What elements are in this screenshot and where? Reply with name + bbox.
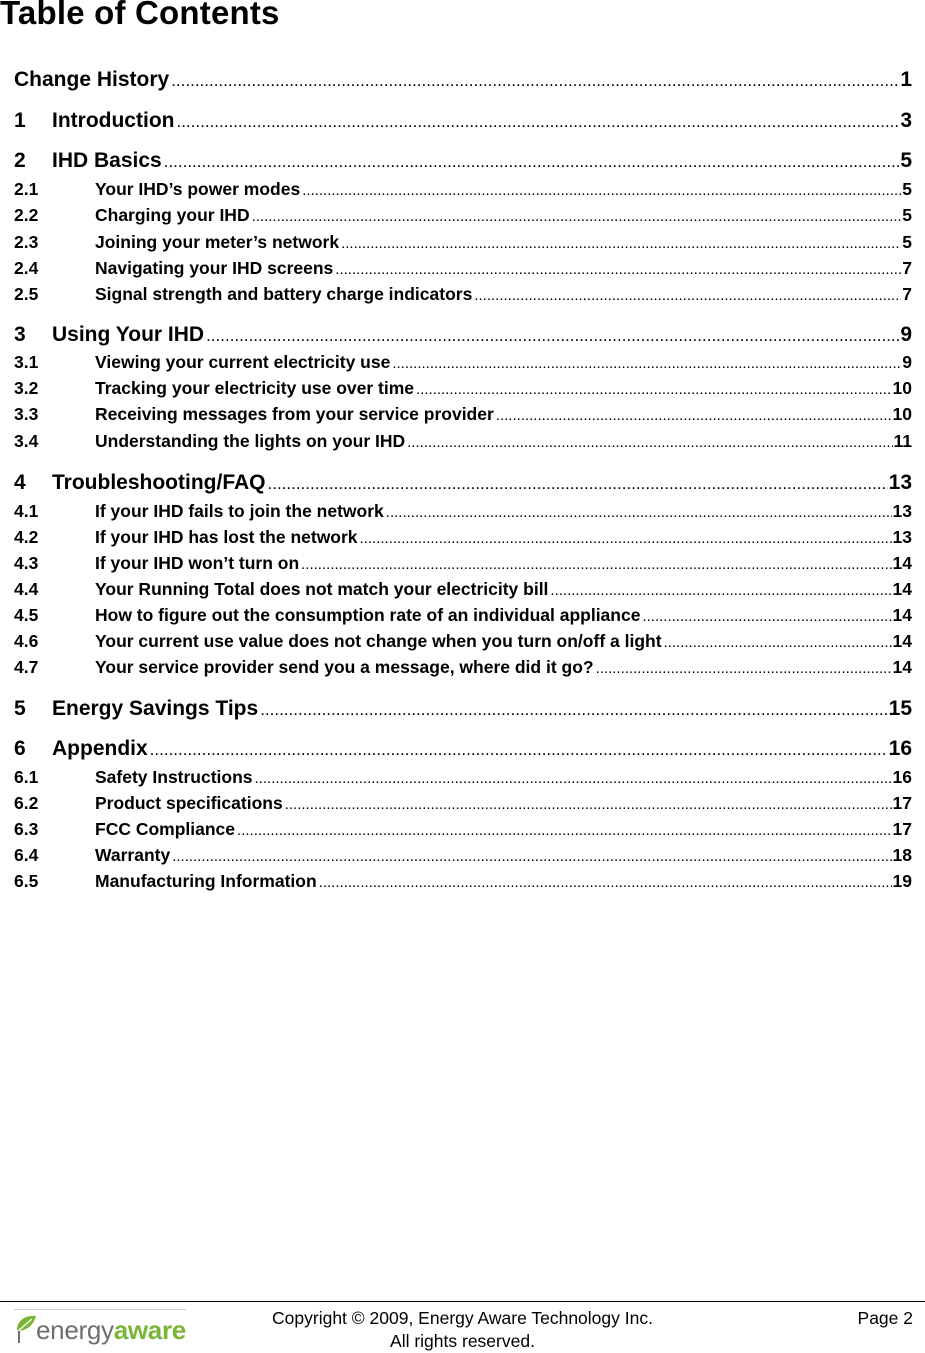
toc-entry-page: 13: [892, 527, 912, 547]
toc-entry-number: 4.1: [14, 501, 39, 521]
toc-entry-page: 16: [888, 737, 912, 760]
toc-entry-number: 2.4: [14, 258, 39, 278]
toc-entry-number: 4.4: [14, 579, 39, 599]
toc-entry-label: Navigating your IHD screens: [95, 258, 334, 278]
dot-leader: [171, 71, 899, 91]
toc-entry-label: Manufacturing Information: [95, 871, 317, 891]
toc-entry-page: 17: [892, 819, 912, 839]
toc-entry-page: 16: [892, 767, 912, 787]
toc-entry-6-1[interactable]: [14, 767, 912, 791]
toc-entry-page: 10: [892, 404, 912, 424]
toc-entry-number: 1: [14, 109, 26, 132]
toc-entry-number: 4.2: [14, 527, 39, 547]
toc-entry-number: 4.3: [14, 553, 39, 573]
toc-entry-label: Receiving messages from your service provider: [95, 404, 494, 424]
toc-entry-label: Viewing your current electricity use: [95, 352, 391, 372]
toc-entry-label: Troubleshooting/FAQ: [52, 471, 266, 494]
toc-entry-4-5[interactable]: [14, 605, 912, 629]
dot-leader: [237, 822, 892, 839]
toc-entry-number: 2.1: [14, 179, 39, 199]
toc-entry-6-3[interactable]: [14, 819, 912, 843]
page-title: Table of Contents: [0, 0, 280, 31]
toc-entry-label: How to figure out the consumption rate of an individual appliance: [95, 605, 641, 625]
dot-leader: [302, 182, 901, 199]
dot-leader: [496, 407, 892, 424]
toc-entry-troubleshooting[interactable]: [14, 471, 912, 499]
toc-entry-page: 9: [902, 352, 912, 372]
dot-leader: [150, 740, 888, 760]
toc-entry-label: Your Running Total does not match your electricity bill: [95, 579, 549, 599]
toc-entry-number: 4: [14, 471, 26, 494]
dot-leader: [407, 434, 892, 451]
logo-text-aware: aware: [113, 1315, 186, 1345]
toc-entry-page: 10: [892, 378, 912, 398]
toc-entry-6-4[interactable]: [14, 845, 912, 869]
toc-entry-label: If your IHD has lost the network: [95, 527, 358, 547]
toc-entry-2-3[interactable]: [14, 232, 912, 256]
toc-entry-4-4[interactable]: [14, 579, 912, 603]
toc-entry-number: 3.1: [14, 352, 39, 372]
toc-entry-3-1[interactable]: [14, 352, 912, 376]
toc-entry-number: 2.2: [14, 205, 39, 225]
logo-text-energy: energy: [36, 1315, 114, 1345]
dot-leader: [642, 608, 891, 625]
copyright-line-1: Copyright © 2009, Energy Aware Technology Inc.: [272, 1308, 653, 1328]
toc-entry-label: IHD Basics: [52, 149, 162, 172]
toc-entry-number: 3.2: [14, 378, 39, 398]
toc-entry-number: 3.3: [14, 404, 39, 424]
toc-entry-number: 6.2: [14, 793, 39, 813]
toc-entry-4-7[interactable]: [14, 657, 912, 681]
toc-entry-number: 5: [14, 697, 26, 720]
toc-entry-label: Understanding the lights on your IHD: [95, 431, 406, 451]
toc-entry-number: 4.6: [14, 631, 39, 651]
toc-entry-3-3[interactable]: [14, 404, 912, 428]
toc-entry-label: Your IHD’s power modes: [95, 179, 301, 199]
toc-entry-number: 6.5: [14, 871, 39, 891]
toc-entry-number: 6: [14, 737, 26, 760]
toc-entry-4-2[interactable]: [14, 527, 912, 551]
toc-entry-2-2[interactable]: [14, 205, 912, 229]
toc-entry-page: 1: [900, 68, 912, 91]
toc-entry-4-6[interactable]: [14, 631, 912, 655]
toc-entry-label: Your current use value does not change when you turn on/off a light: [95, 631, 662, 651]
toc-entry-label: Signal strength and battery charge indicators: [95, 284, 473, 304]
toc-entry-number: 2: [14, 149, 26, 172]
dot-leader: [360, 530, 892, 547]
toc-entry-label: Energy Savings Tips: [52, 697, 259, 720]
toc-entry-page: 5: [902, 205, 912, 225]
toc-entry-number: 4.7: [14, 657, 39, 677]
toc-entry-3-2[interactable]: [14, 378, 912, 402]
toc-entry-label: Joining your meter’s network: [95, 232, 340, 252]
dot-leader: [268, 474, 888, 494]
dot-leader: [341, 235, 901, 252]
toc-entry-page: 14: [892, 605, 912, 625]
toc-entry-appendix[interactable]: [14, 737, 912, 765]
footer-divider: [0, 1301, 925, 1302]
toc-entry-2-4[interactable]: [14, 258, 912, 282]
toc-entry-page: 5: [900, 149, 912, 172]
toc-entry-label: Product specifications: [95, 793, 283, 813]
dot-leader: [172, 848, 891, 865]
toc-entry-page: 13: [892, 501, 912, 521]
toc-entry-page: 7: [902, 258, 912, 278]
toc-entry-label: Safety Instructions: [95, 767, 253, 787]
toc-entry-number: 3: [14, 323, 26, 346]
dot-leader: [164, 152, 900, 172]
toc-entry-page: 14: [892, 579, 912, 599]
toc-entry-page: 14: [892, 631, 912, 651]
toc-entry-page: 19: [892, 871, 912, 891]
dot-leader: [386, 504, 892, 521]
dot-leader: [335, 261, 901, 278]
dot-leader: [260, 700, 887, 720]
dot-leader: [285, 796, 892, 813]
toc-entry-number: 6.4: [14, 845, 39, 865]
toc-entry-page: 7: [902, 284, 912, 304]
toc-entry-label: Introduction: [52, 109, 175, 132]
toc-entry-label: Warranty: [95, 845, 171, 865]
dot-leader: [596, 660, 892, 677]
toc-entry-page: 14: [892, 657, 912, 677]
toc-entry-6-5[interactable]: [14, 871, 912, 895]
toc-entry-3-4[interactable]: [14, 431, 912, 455]
toc-entry-label: Your service provider send you a message, where did it go?: [95, 657, 594, 677]
toc-entry-using-your-ihd[interactable]: [14, 323, 912, 351]
toc-entry-page: 9: [900, 323, 912, 346]
toc-entry-page: 15: [888, 697, 912, 720]
toc-entry-label: Tracking your electricity use over time: [95, 378, 415, 398]
toc-entry-page: 13: [888, 471, 912, 494]
toc-entry-number: 2.5: [14, 284, 39, 304]
toc-entry-page: 14: [892, 553, 912, 573]
toc-entry-label: Charging your IHD: [95, 205, 250, 225]
toc-entry-page: 18: [892, 845, 912, 865]
toc-entry-number: 4.5: [14, 605, 39, 625]
toc-entry-label: Appendix: [52, 737, 148, 760]
dot-leader: [319, 874, 892, 891]
dot-leader: [550, 582, 891, 599]
toc-entry-page: 11: [893, 431, 912, 451]
toc-entry-label: FCC Compliance: [95, 819, 236, 839]
toc-entry-number: 3.4: [14, 431, 39, 451]
energy-aware-logo: [14, 1309, 186, 1350]
dot-leader: [416, 381, 892, 398]
toc-entry-page: 5: [902, 179, 912, 199]
toc-entry-number: 6.3: [14, 819, 39, 839]
toc-entry-2-1[interactable]: [14, 179, 912, 203]
dot-leader: [176, 112, 899, 132]
toc-entry-number: 2.3: [14, 232, 39, 252]
toc-entry-label: Change History: [14, 68, 170, 91]
dot-leader: [252, 208, 902, 225]
copyright-line-2: All rights reserved.: [390, 1331, 535, 1351]
toc-entry-2-5[interactable]: [14, 284, 912, 308]
logo-wordmark: [36, 1315, 186, 1345]
toc-entry-label: Using Your IHD: [52, 323, 205, 346]
toc-entry-label: If your IHD fails to join the network: [95, 501, 384, 521]
toc-entry-change-history[interactable]: [14, 68, 912, 96]
copyright-notice: [190, 1307, 735, 1353]
toc-entry-page: 3: [900, 109, 912, 132]
toc-entry-6-2[interactable]: [14, 793, 912, 817]
toc-entry-page: 17: [892, 793, 912, 813]
toc-entry-4-3[interactable]: [14, 553, 912, 577]
dot-leader: [206, 326, 899, 346]
toc-entry-ihd-basics[interactable]: [14, 149, 912, 177]
toc-entry-4-1[interactable]: [14, 501, 912, 525]
toc-entry-page: 5: [902, 232, 912, 252]
dot-leader: [664, 634, 892, 651]
toc-entry-energy-savings-tips[interactable]: [14, 697, 912, 725]
page-number: Page 2: [857, 1308, 913, 1328]
dot-leader: [301, 556, 891, 573]
dot-leader: [392, 355, 901, 372]
toc-entry-label: If your IHD won’t turn on: [95, 553, 300, 573]
toc-entry-introduction[interactable]: [14, 109, 912, 137]
dot-leader: [474, 287, 901, 304]
leaf-icon: [14, 1310, 38, 1344]
dot-leader: [255, 770, 892, 787]
toc-entry-number: 6.1: [14, 767, 39, 787]
